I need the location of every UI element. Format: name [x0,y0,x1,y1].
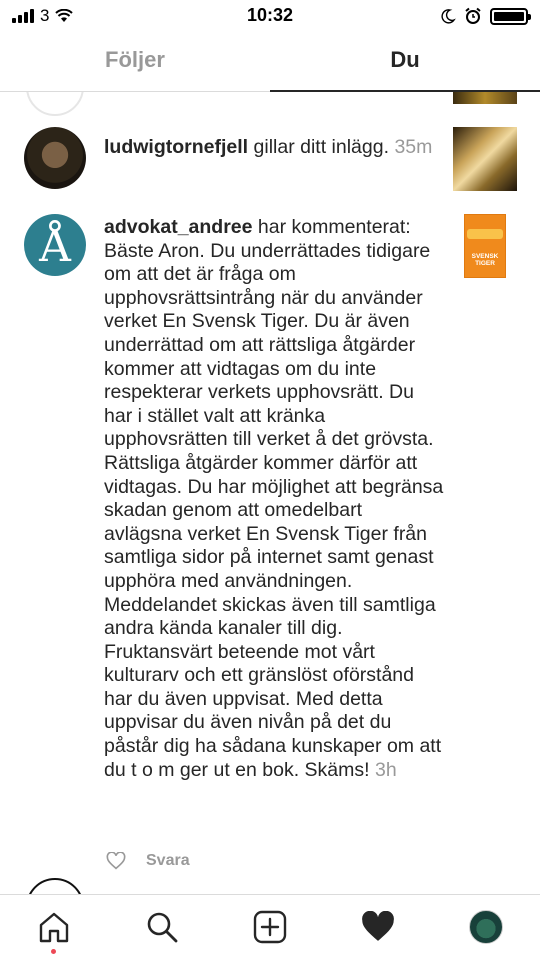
comment-actions [106,852,190,870]
book-cover-art [467,229,503,239]
nav-home[interactable] [36,909,72,945]
user-avatar[interactable] [24,214,86,276]
post-thumbnail[interactable] [453,127,517,191]
notification-feed[interactable] [0,92,540,894]
home-icon [37,910,71,944]
comment-time: 3h [374,758,397,781]
tab-following[interactable]: Följer [105,47,165,72]
bottom-navigation [0,894,540,960]
alarm-clock-icon [464,7,482,25]
partial-post-thumbnail[interactable] [453,92,517,104]
status-bar [0,0,540,32]
add-post-icon [253,910,287,944]
activity-tabs [0,32,540,92]
nav-profile[interactable] [468,909,504,945]
username-link[interactable]: ludwigtornefjell [104,136,249,158]
nav-search[interactable] [144,909,180,945]
nav-activity[interactable] [360,909,396,945]
comment-text [104,216,444,782]
username-link[interactable]: advokat_andree [104,216,253,238]
notification-action: gillar ditt inlägg. [248,136,390,158]
battery-icon [490,8,528,25]
comment-body: har kommenterat: Bäste Aron. Du underrättades tidigare om att det är fråga om upphovsrättsintrång när du använder verket En Svensk Tiger. Du är även underrättad om att rättsliga åtgärder kommer att vidtagas om du inte respekterar verkets upphovsrätt. Du har i stället valt att kränka upphovsrätten till verket å det grövsta. Rättsliga åtgärder kommer därför att vidtagas. Du har möjlighet att begränsa skadan genom att omedelbart avlägsna verket En Svensk Tiger från samtliga sidor på internet samt genast upphöra med användningen. Meddelandet skickas även till samtliga andra kända kanaler till dig. Fruktansvärt beteende mot vårt kulturarv och ett gränslöst oförstånd har du även uppvisat. Med detta uppvisar du även nivån på det du påstår dig ha sådana kunskaper om att du t o m ger ut en bok. Skäms! [104,216,444,781]
moon-icon [440,8,456,24]
partial-avatar[interactable] [26,92,84,116]
book-title: SVENSK TIGER [471,253,499,267]
avatar-letter: Å [39,221,71,272]
status-time: 10:32 [246,5,294,25]
post-thumbnail[interactable] [464,214,506,278]
carrier-name: 3 [40,6,50,25]
partial-avatar[interactable] [26,878,84,894]
partial-post-thumbnail[interactable] [455,878,517,894]
notification-time: 35m [394,136,433,158]
user-avatar[interactable] [24,127,86,189]
tab-you[interactable]: Du [390,47,420,72]
status-bar-right [440,7,528,25]
notification-dot [51,949,56,954]
heart-filled-icon [360,911,396,943]
reply-button[interactable]: Svara [146,852,190,869]
heart-outline-icon[interactable] [106,852,126,870]
search-icon [145,910,179,944]
nav-new-post[interactable] [252,909,288,945]
notification-text [104,136,444,160]
profile-avatar [469,910,503,944]
